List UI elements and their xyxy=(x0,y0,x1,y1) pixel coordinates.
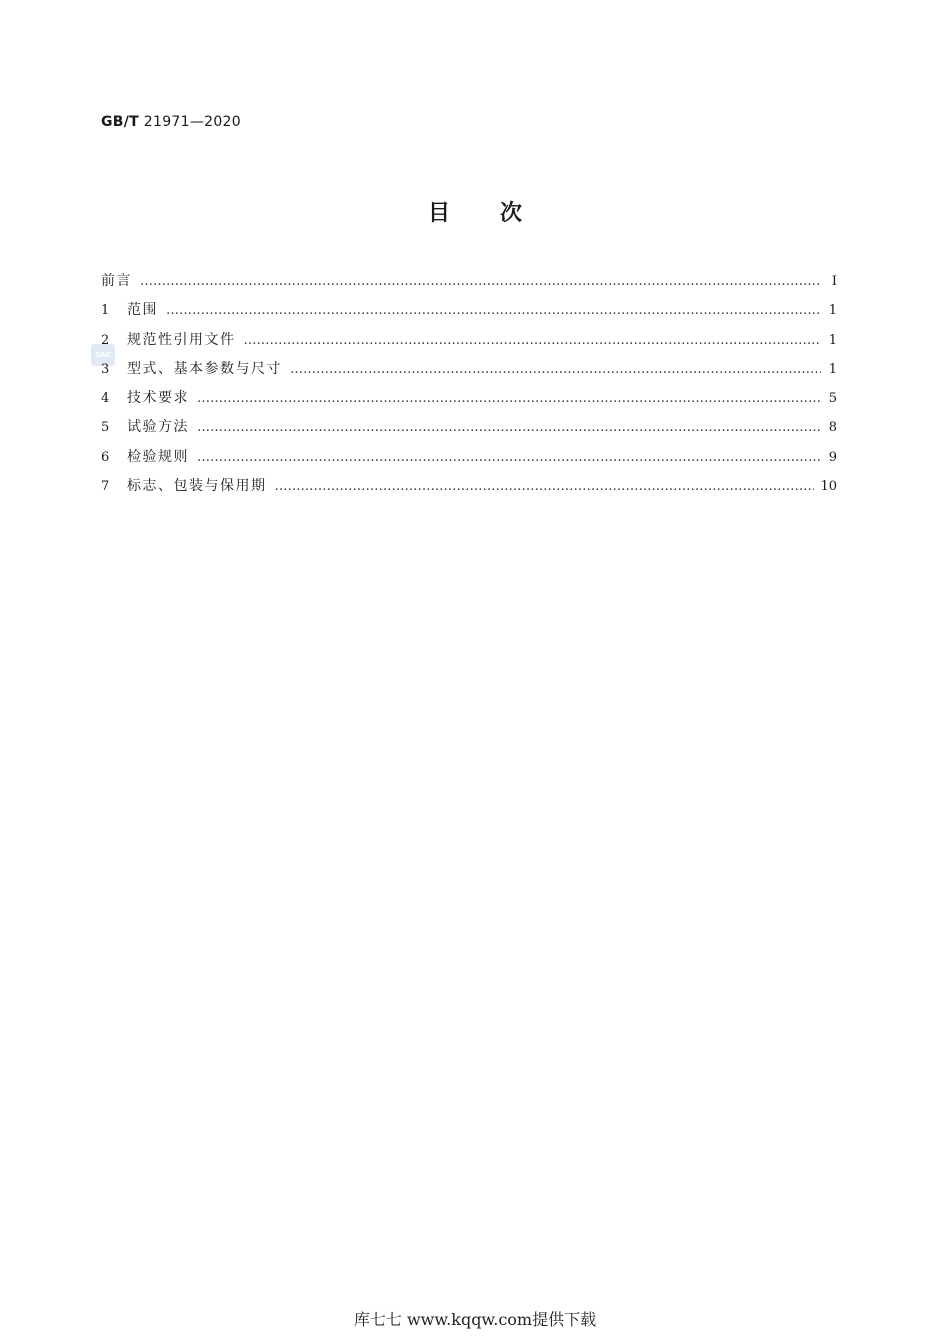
toc-entry-label: 检验规则 xyxy=(127,448,189,465)
toc-dot-leader xyxy=(244,333,822,348)
toc-entry-2[interactable] xyxy=(101,329,837,358)
toc-entry-page: 5 xyxy=(828,391,837,407)
toc-entry-foreword[interactable] xyxy=(101,270,837,299)
toc-entry-number: 5 xyxy=(101,420,110,436)
toc-entry-label: 规范性引用文件 xyxy=(127,331,236,348)
toc-entry-label: 范围 xyxy=(127,302,158,319)
toc-entry-number: 4 xyxy=(101,391,110,407)
toc-title: 目次 xyxy=(427,201,572,226)
toc-dot-leader xyxy=(275,479,815,494)
toc-dot-leader xyxy=(140,274,821,289)
toc-entry-page: 1 xyxy=(828,361,837,377)
toc-entry-7[interactable] xyxy=(101,475,837,504)
toc-entry-label: 型式、基本参数与尺寸 xyxy=(127,360,282,377)
toc-entry-6[interactable] xyxy=(101,446,837,475)
toc-entry-3[interactable] xyxy=(101,358,837,387)
toc-entry-5[interactable] xyxy=(101,416,837,445)
toc-entry-page: 1 xyxy=(828,332,837,348)
toc-entry-page: 9 xyxy=(828,449,837,465)
toc-entry-page: 10 xyxy=(820,479,837,495)
toc-entry-number: 7 xyxy=(101,479,110,495)
toc-entry-page: Ⅰ xyxy=(831,274,837,289)
toc-entry-label: 试验方法 xyxy=(127,419,189,436)
toc-entry-4[interactable] xyxy=(101,387,837,416)
standard-code-header xyxy=(101,114,241,130)
toc-dot-leader xyxy=(197,420,821,435)
toc-dot-leader xyxy=(197,450,821,465)
toc-dot-leader xyxy=(197,391,821,406)
sac-watermark-stamp: SAC xyxy=(91,344,115,366)
toc-entry-page: 8 xyxy=(828,420,837,436)
toc-entry-label: 标志、包装与保用期 xyxy=(127,478,267,495)
download-source-footer: 库七七 www.kqqw.com提供下载 xyxy=(353,1310,597,1329)
toc-entry-number: 3 xyxy=(101,361,110,377)
standard-prefix: GB/T xyxy=(101,114,140,130)
table-of-contents xyxy=(101,270,837,504)
toc-entry-1[interactable] xyxy=(101,299,837,328)
standard-number: 21971—2020 xyxy=(143,114,241,130)
toc-entry-label: 前言 xyxy=(101,273,132,289)
toc-entry-page: 1 xyxy=(828,303,837,319)
toc-entry-number: 1 xyxy=(101,303,110,319)
toc-dot-leader xyxy=(290,362,821,377)
toc-entry-number: 2 xyxy=(101,332,110,348)
toc-dot-leader xyxy=(166,303,821,318)
toc-entry-label: 技术要求 xyxy=(127,390,189,407)
toc-entry-number: 6 xyxy=(101,449,110,465)
